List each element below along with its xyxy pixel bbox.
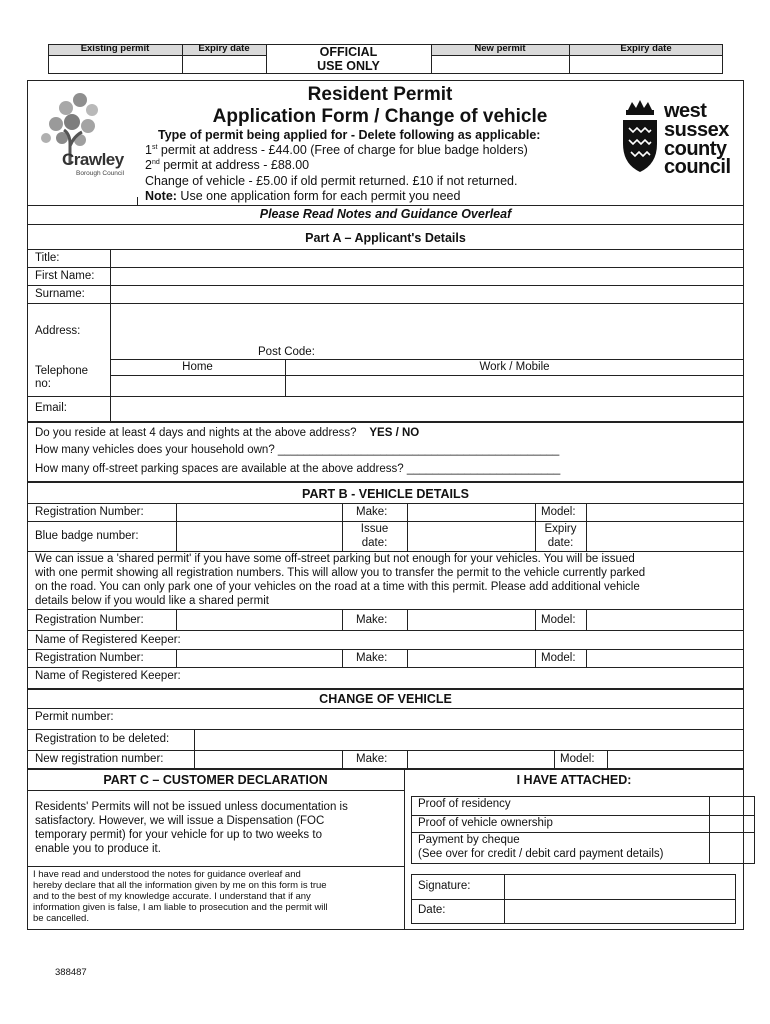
note-line: Note: Use one application form for each permit you need: [145, 189, 461, 203]
wsx-line2: sussex: [664, 119, 729, 141]
first-name-label: First Name:: [35, 270, 95, 282]
existing-expiry-field[interactable]: [183, 56, 266, 73]
docs-text-2: satisfactory. However, we will issue a Dispensation (FOC: [35, 815, 325, 827]
declaration-text-4: information given is false, I am liable to prosecution and the permit will: [33, 902, 328, 913]
new-expiry-field[interactable]: [570, 56, 722, 73]
issue-date-label-2: date:: [361, 537, 388, 549]
declaration-text-1: I have read and understood the notes for guidance overleaf and: [33, 869, 301, 880]
change-heading: CHANGE OF VEHICLE: [319, 692, 452, 706]
expiry-date-label-2: Expiry date: [620, 43, 672, 54]
issue-date-field[interactable]: [407, 522, 535, 551]
payment-over-label: (See over for credit / debit card payment details): [418, 848, 664, 860]
shared-model-1-field[interactable]: [586, 610, 743, 630]
shared-make-1-label: Make:: [356, 614, 388, 626]
first-permit-line: 1st permit at address - £44.00 (Free of charge for blue badge holders): [145, 143, 528, 157]
shared-model-1-label: Model:: [541, 614, 576, 626]
vehicles-question[interactable]: How many vehicles does your household own? ____________________________________________: [35, 444, 560, 456]
shared-permit-text-4: details below if you would like a shared permit: [35, 595, 269, 607]
expiry-date-label: Expiry date: [198, 43, 250, 54]
signature-field[interactable]: [505, 875, 735, 899]
issue-date-label: Issue: [360, 523, 389, 535]
new-permit-label: New permit: [474, 43, 526, 54]
reg-keeper-1-label: Name of Registered Keeper:: [35, 634, 181, 646]
reg-number-label: Registration Number:: [35, 506, 144, 518]
email-label: Email:: [35, 402, 67, 414]
payment-cheque-checkbox[interactable]: [710, 833, 754, 863]
shared-make-2-field[interactable]: [407, 650, 535, 667]
docs-text-4: enable you to produce it.: [35, 843, 161, 855]
shared-make-1-field[interactable]: [407, 610, 535, 630]
payment-cheque-label: Payment by cheque: [418, 834, 520, 846]
home-phone-field[interactable]: [111, 376, 285, 396]
home-label: Home: [182, 361, 213, 373]
wsx-line3: county: [664, 138, 727, 160]
new-make-label: Make:: [356, 753, 388, 765]
crawley-name: Crawley: [62, 150, 124, 169]
signature-label: Signature:: [418, 880, 471, 892]
proof-ownership-checkbox[interactable]: [710, 816, 754, 832]
part-a-heading: Part A – Applicant's Details: [305, 231, 466, 245]
expiry-date-b-label-2: date:: [547, 537, 574, 549]
new-make-field[interactable]: [407, 751, 554, 768]
docs-text-1: Residents' Permits will not be issued unless documentation is: [35, 801, 348, 813]
new-reg-field[interactable]: [195, 751, 342, 768]
model-label: Model:: [541, 506, 576, 518]
reg-keeper-2-field[interactable]: [205, 668, 743, 688]
second-permit-line: 2nd permit at address - £88.00: [145, 158, 310, 172]
model-field[interactable]: [586, 504, 743, 521]
first-name-field[interactable]: [110, 268, 743, 285]
shared-reg-2-label: Registration Number:: [35, 652, 144, 664]
existing-permit-label: Existing permit: [80, 43, 150, 54]
blue-badge-label: Blue badge number:: [35, 530, 139, 542]
title-label: Title:: [35, 252, 60, 264]
shared-reg-1-field[interactable]: [176, 610, 342, 630]
official-use-label-2: USE ONLY: [317, 59, 380, 73]
date-field[interactable]: [505, 900, 735, 923]
existing-permit-field[interactable]: [49, 56, 182, 73]
title-field[interactable]: [110, 250, 743, 267]
wsx-line4: council: [664, 156, 731, 178]
docs-text-3: temporary permit) for your vehicle for up to two weeks to: [35, 829, 322, 841]
part-b-heading: PART B - VEHICLE DETAILS: [302, 487, 469, 501]
new-model-label: Model:: [560, 753, 595, 765]
declaration-text-5: be cancelled.: [33, 913, 89, 924]
reside-question: Do you reside at least 4 days and nights at the above address? YES / NO: [35, 427, 420, 439]
yes-no-option[interactable]: YES / NO: [369, 427, 420, 439]
form-title: Resident Permit: [307, 84, 453, 105]
wsx-line1: west: [664, 100, 707, 122]
shared-reg-2-field[interactable]: [176, 650, 342, 667]
parking-question[interactable]: How many off-street parking spaces are available at the above address? ________________________: [35, 463, 561, 475]
part-c-heading: PART C – CUSTOMER DECLARATION: [103, 773, 328, 787]
declaration-text-2: hereby declare that all the information given by me on this form is true: [33, 880, 327, 891]
email-field[interactable]: [110, 397, 743, 421]
reg-deleted-label: Registration to be deleted:: [35, 733, 170, 745]
permit-number-label: Permit number:: [35, 711, 114, 723]
post-code-label: Post Code:: [258, 346, 315, 358]
make-label: Make:: [356, 506, 388, 518]
address-field[interactable]: [110, 304, 743, 360]
work-phone-field[interactable]: [286, 376, 743, 396]
reg-number-field[interactable]: [176, 504, 342, 521]
shared-make-2-label: Make:: [356, 652, 388, 664]
new-model-field[interactable]: [608, 751, 743, 768]
make-field[interactable]: [407, 504, 535, 521]
shared-model-2-field[interactable]: [586, 650, 743, 667]
telephone-label-2: no:: [35, 378, 51, 390]
telephone-label: Telephone: [35, 365, 89, 377]
shared-model-2-label: Model:: [541, 652, 576, 664]
attached-heading: I HAVE ATTACHED:: [516, 773, 632, 787]
shared-permit-text-2: with one permit showing all registration numbers. This will allow you to transfer the permit to the vehicle currently parked: [35, 567, 646, 579]
expiry-date-b-label: Expiry: [544, 523, 577, 535]
work-mobile-label: Work / Mobile: [479, 361, 550, 373]
address-label: Address:: [35, 325, 81, 337]
blue-badge-field[interactable]: [176, 522, 342, 551]
new-reg-label: New registration number:: [35, 753, 164, 765]
wsx-crest-icon: [620, 98, 660, 177]
declaration-text-3: and to the best of my knowledge accurate. I understand that if any: [33, 891, 311, 902]
crawley-sub: Borough Council: [76, 170, 125, 177]
permit-number-field[interactable]: [130, 709, 743, 729]
surname-field[interactable]: [110, 286, 743, 303]
surname-label: Surname:: [35, 288, 85, 300]
new-permit-field[interactable]: [432, 56, 569, 73]
permit-type-heading: Type of permit being applied for - Delete following as applicable:: [158, 128, 541, 142]
form-reference: 388487: [55, 967, 87, 978]
read-notes-banner: Please Read Notes and Guidance Overleaf: [259, 207, 512, 221]
reg-deleted-field[interactable]: [195, 730, 743, 750]
shared-permit-text-1: We can issue a 'shared permit' if you have some off-street parking but not enough for your vehicles. You will be issued: [35, 553, 635, 565]
reg-keeper-1-field[interactable]: [205, 631, 743, 649]
expiry-date-b-field[interactable]: [586, 522, 743, 551]
official-use-label: OFFICIAL: [319, 45, 378, 59]
proof-residency-checkbox[interactable]: [710, 797, 754, 815]
form-subtitle: Application Form / Change of vehicle: [212, 106, 548, 127]
proof-ownership-label: Proof of vehicle ownership: [418, 817, 553, 829]
reg-keeper-2-label: Name of Registered Keeper:: [35, 670, 181, 682]
change-vehicle-line: Change of vehicle - £5.00 if old permit returned. £10 if not returned.: [145, 174, 518, 188]
date-label: Date:: [418, 904, 446, 916]
shared-permit-text-3: on the road. You can only park one of your vehicles on the road at a time with this permit. Please add additional vehicle: [35, 581, 640, 593]
proof-residency-label: Proof of residency: [418, 798, 511, 810]
shared-reg-1-label: Registration Number:: [35, 614, 144, 626]
